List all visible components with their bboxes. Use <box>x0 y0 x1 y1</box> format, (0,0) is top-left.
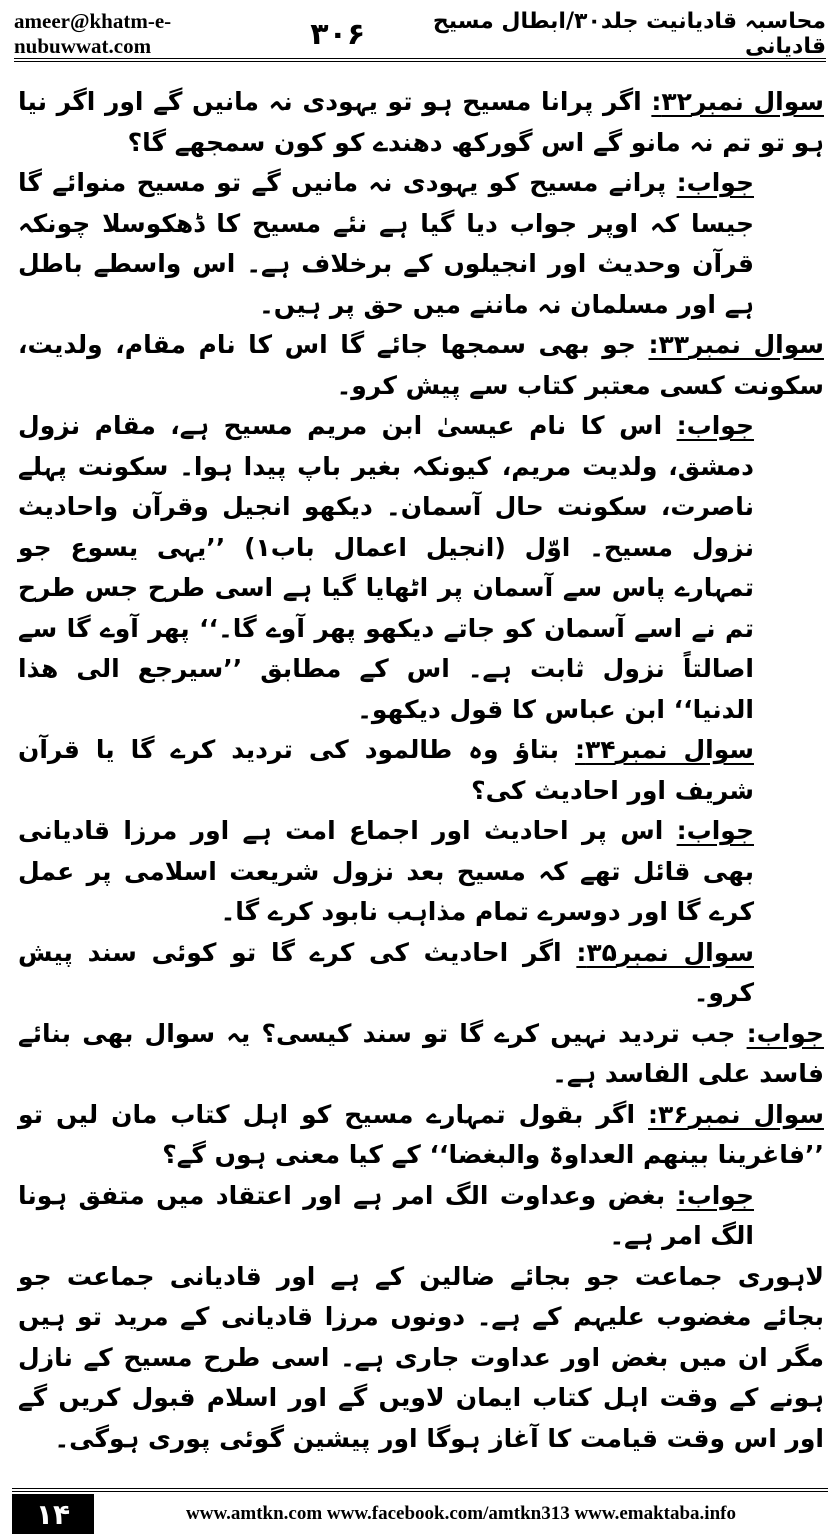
question-32 <box>18 82 824 163</box>
answer-text: اس پر احادیث اور اجماع امت ہے اور مرزا قادیانی بھی قائل تھے کہ مسیح بعد نزول شریعت اسلامی پر عمل کرے گا اور دوسرے تمام مذاہب نابود کرے گا۔ <box>18 816 754 926</box>
answer-33 <box>18 406 824 730</box>
answer-label: جواب: <box>676 168 754 197</box>
answer-35 <box>18 1014 824 1095</box>
answer-32 <box>18 163 824 325</box>
question-33 <box>18 325 824 406</box>
question-text: جو بھی سمجھا جائے گا اس کا نام مقام، ولدیت، سکونت کسی معتبر کتاب سے پیش کرو۔ <box>18 330 824 400</box>
question-label: سوال نمبر۳۲: <box>651 87 824 116</box>
header-page-number: ۳۰۶ <box>310 16 366 52</box>
answer-text: بغض وعداوت الگ امر ہے اور اعتقاد میں متفق ہونا الگ امر ہے۔ <box>18 1180 754 1250</box>
answer-label: جواب: <box>676 816 754 845</box>
question-label: سوال نمبر۳۶: <box>648 1099 824 1129</box>
answer-label: جواب: <box>746 1018 824 1048</box>
page-header <box>14 10 826 62</box>
answer-36 <box>18 1176 824 1257</box>
question-34 <box>18 730 824 811</box>
footer-links: www.amtkn.com www.facebook.com/amtkn313 www.emaktaba.info <box>186 1503 736 1524</box>
question-label: سوال نمبر۳۴: <box>575 735 754 764</box>
answer-label: جواب: <box>676 411 754 440</box>
header-title: محاسبہ قادیانیت جلد۳۰/ابطال مسیح قادیانی <box>432 9 826 59</box>
page-content <box>18 82 824 1472</box>
closing-paragraph: لاہوری جماعت جو بجائے ضالین کے ہے اور قادیانی جماعت جو بجائے مغضوب علیہم کے ہے۔ دونوں مرزا قادیانی کے مرید تو ہیں مگر ان میں بغض اور عداوت جاری ہے۔ اسی طرح مسیح کے نازل ہونے کے وقت اہل کتاب ایمان لاویں گے اور اسلام قبول کریں گے اور اس وقت قیامت کا آغاز ہوگا اور پیشین گوئی پوری ہوگی۔ <box>18 1261 824 1453</box>
header-left <box>14 9 365 59</box>
answer-text: جب تردید نہیں کرے گا تو سند کیسی؟ یہ سوال بھی بنائے فاسد علی الفاسد ہے۔ <box>18 1018 824 1088</box>
page-footer <box>12 1488 828 1536</box>
question-text: اگر پرانا مسیح ہو تو یہودی نہ مانیں گے اور اگر نیا ہو تو تم نہ مانو گے اس گورکھ دھندے کو کون سمجھے گا؟ <box>18 87 824 157</box>
answer-label: جواب: <box>676 1180 754 1210</box>
footer-page-number: ۱۴ <box>12 1494 94 1534</box>
answer-text: پرانے مسیح کو یہودی نہ مانیں گے تو مسیح منوائے گا جیسا کہ اوپر جواب دیا گیا ہے نئے مسیح کا ڈھکوسلا چونکہ قرآن وحدیث اور انجیلوں کے برخلاف ہے۔ اس واسطے باطل ہے اور مسلمان نہ ماننے میں حق پر ہیں۔ <box>18 168 754 319</box>
question-text: بتاؤ وہ طالمود کی تردید کرے گا یا قرآن شریف اور احادیث کی؟ <box>18 735 754 805</box>
question-text: اگر بقول تمہارے مسیح کو اہل کتاب مان لیں تو ’’فاغرینا بینھم العداوۃ والبغضا‘‘ کے کیا معنی ہوں گے؟ <box>18 1099 824 1169</box>
answer-text: اس کا نام عیسیٰ ابن مریم مسیح ہے، مقام نزول دمشق، ولدیت مریم، کیونکہ بغیر باپ پیدا ہوا۔ سکونت پہلے ناصرت، سکونت حال آسمان۔ دیکھو انجیل وقرآن واحادیث نزول مسیح۔ اوّل (انجیل اعمال باب۱) ’’یہی یسوع جو تمہارے پاس سے آسمان پر اٹھایا گیا ہے اسی طرح جس طرح تم نے اسے آسمان کو جاتے دیکھو پھر آوے گا۔‘‘ پھر آوے گا سے اصالتاً نزول ثابت ہے۔ اس کے مطابق ’’سیرجع الی ھذا الدنیا‘‘ ابن عباس کا قول دیکھو۔ <box>18 411 754 724</box>
question-text: اگر احادیث کی کرے گا تو کوئی سند پیش کرو۔ <box>18 937 754 1007</box>
question-label: سوال نمبر۳۵: <box>576 937 754 967</box>
question-36 <box>18 1095 824 1176</box>
answer-34 <box>18 811 824 933</box>
header-email: ameer@khatm-e-nubuwwat.com <box>14 9 172 58</box>
question-label: سوال نمبر۳۳: <box>648 330 824 359</box>
question-35 <box>18 933 824 1014</box>
